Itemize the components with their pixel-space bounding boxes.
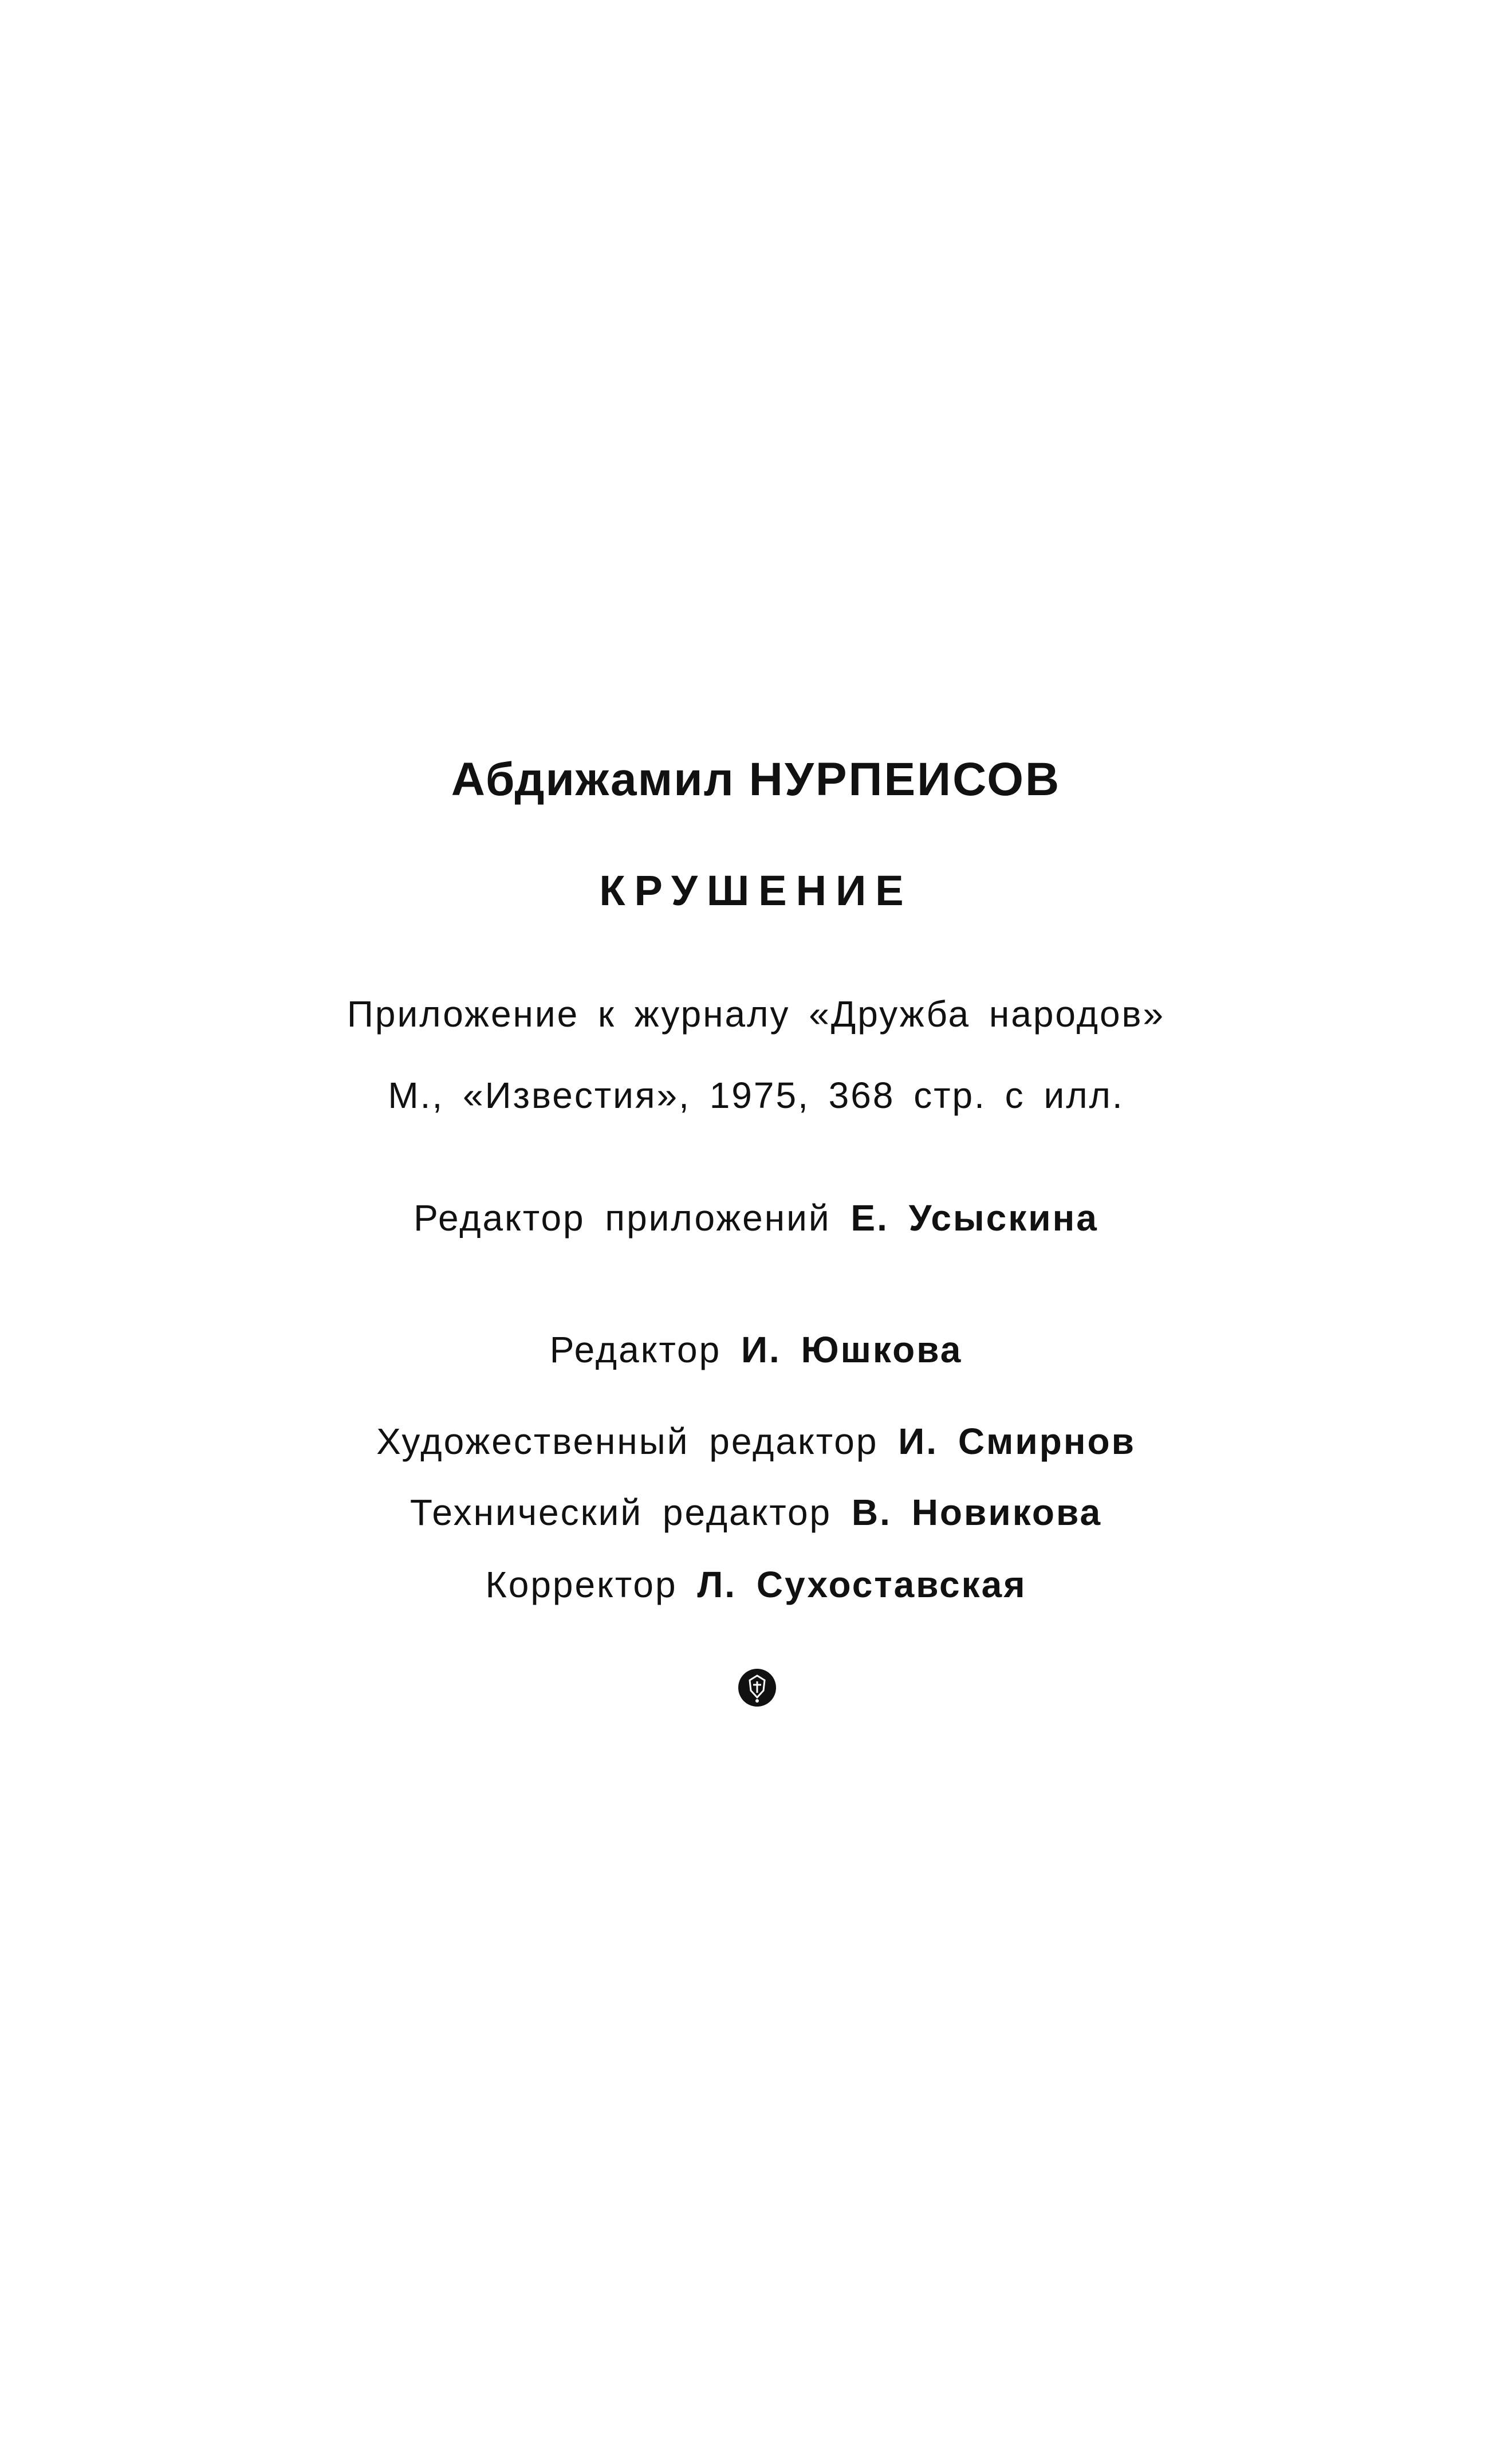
credit-role: Художественный редактор	[376, 1421, 879, 1462]
credit-role: Корректор	[485, 1564, 678, 1605]
credit-role: Технический редактор	[410, 1492, 832, 1533]
credit-name: И. Смирнов	[898, 1421, 1136, 1462]
credit-name: Л. Сухоставская	[697, 1564, 1027, 1605]
author-first-name: Абдижамил	[451, 753, 735, 805]
credit-name: В. Новикова	[851, 1492, 1102, 1533]
credit-line-technical-editor	[0, 1494, 1512, 1531]
credit-role: Редактор	[549, 1329, 722, 1370]
credit-line-art-editor	[0, 1423, 1512, 1460]
credit-name: И. Юшкова	[741, 1329, 963, 1370]
imprint-line: М., «Известия», 1975, 368 стр. с илл.	[388, 1075, 1124, 1116]
author-line	[0, 753, 1512, 805]
supplement-note: Приложение к журналу «Дружба народов»	[346, 993, 1166, 1035]
credit-name: Е. Усыскина	[850, 1197, 1098, 1239]
publisher-emblem-icon	[737, 1668, 777, 1708]
credit-role: Редактор приложений	[414, 1197, 831, 1239]
book-title: КРУШЕНИЕ	[599, 867, 913, 914]
credit-line-editor	[0, 1331, 1512, 1368]
author-surname: НУРПЕИСОВ	[749, 753, 1061, 805]
credit-line-supplement-editor	[0, 1197, 1512, 1239]
credit-line-proofreader	[0, 1566, 1512, 1603]
